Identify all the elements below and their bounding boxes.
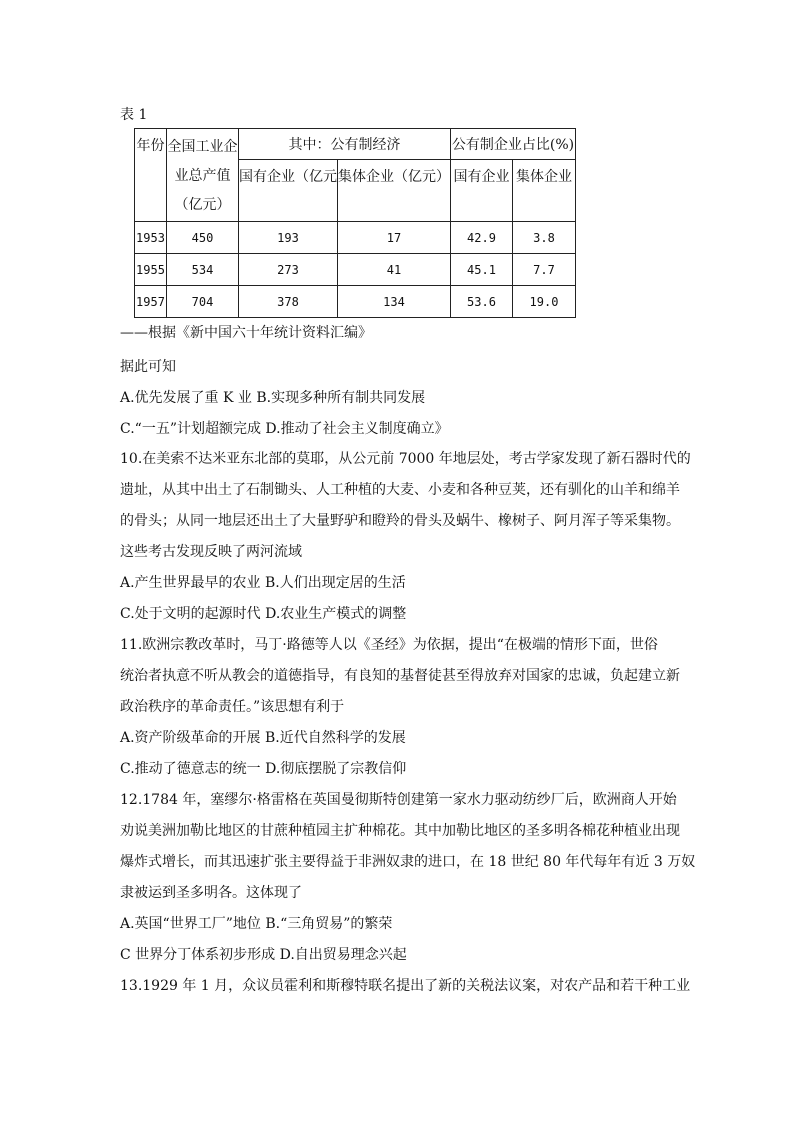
table-row <box>135 222 576 254</box>
cell-total: 704 <box>167 286 239 318</box>
cell-year: 1955 <box>135 254 167 286</box>
table-source-note: ——根据《新中国六十年统计资料汇编》 <box>120 325 372 341</box>
cell-total: 534 <box>167 254 239 286</box>
header-total-output <box>167 129 239 222</box>
cell-total: 450 <box>167 222 239 254</box>
header-state-share: 国有企业 <box>451 160 513 222</box>
q12-line: 12.1784 年，塞缪尔·格雷格在英国曼彻斯特创建第一家水力驱动纺纱厂后，欧洲商人开始 <box>120 792 677 808</box>
q11-stem <box>120 630 680 785</box>
q10-options-ab: A.产生世界最早的农业 B.人们出现定居的生活 <box>120 575 406 591</box>
q13-line: 13.1929 年 1 月，众议员霍利和斯穆特联名提出了新的关税法议案，对农产品和若干种工业 <box>120 978 691 994</box>
header-total-line2: 业总产值 <box>174 168 231 184</box>
cell-collective-pct: 7.7 <box>513 254 576 286</box>
cell-state: 378 <box>239 286 338 318</box>
header-collective-value: 集体企业（亿元） <box>338 160 451 222</box>
q10-options-cd: C.处于文明的起源时代 D.农业生产模式的调整 <box>120 606 407 622</box>
cell-state-pct: 42.9 <box>451 222 513 254</box>
q11-line: 统治者执意不听从教会的道德指导，有良知的基督徒甚至得放弃对国家的忠诚，负起建立新 <box>120 668 680 684</box>
q12-line: 劝说美洲加勒比地区的甘蔗种植园主扩种棉花。其中加勒比地区的圣多明各棉花种植业出现 <box>120 823 680 839</box>
statistics-table <box>134 128 576 318</box>
q11-options-cd: C.推动了德意志的统一 D.彻底摆脱了宗教信仰 <box>120 761 407 777</box>
q9-options-cd: C.“一五”计划超额完成 D.推动了社会主义制度确立》 <box>120 421 449 437</box>
q12-line: 隶被运到圣多明各。这体现了 <box>120 885 302 901</box>
cell-collective-pct: 19.0 <box>513 286 576 318</box>
q10-line: 的骨头；从同一地层还出土了大量野驴和瞪羚的骨头及蜗牛、橡树子、阿月浑子等采集物。 <box>120 513 680 529</box>
header-total-line1: 全国工业企 <box>167 139 238 155</box>
header-public-share: 公有制企业占比(%) <box>451 129 576 160</box>
q9-options-ab: A.优先发展了重 K 业 B.实现多种所有制共同发展 <box>120 390 426 406</box>
header-total-line3: （亿元） <box>174 197 231 213</box>
q11-line: 政治秩序的革命责任。”该思想有利于 <box>120 699 345 715</box>
q9-stem: 据此可知 <box>120 359 176 375</box>
q12-stem <box>120 785 696 971</box>
q10-line: 这些考古发现反映了两河流域 <box>120 544 302 560</box>
q11-options-ab: A.资产阶级革命的开展 B.近代自然科学的发展 <box>120 730 406 746</box>
table-caption: 表 1 <box>120 107 148 123</box>
q13-stem <box>120 971 691 1002</box>
cell-collective: 41 <box>338 254 451 286</box>
table-row <box>135 254 576 286</box>
q12-options-cd: C 世界分丁体系初步形成 D.自出贸易理念兴起 <box>120 947 407 963</box>
header-public-economy: 其中：公有制经济 <box>239 129 451 160</box>
cell-state: 193 <box>239 222 338 254</box>
header-year: 年份 <box>135 129 167 222</box>
q12-line: 爆炸式增长，而其迅速扩张主要得益于非洲奴隶的进口，在 18 世纪 80 年代每年有近 3 万奴 <box>120 854 696 870</box>
cell-collective: 17 <box>338 222 451 254</box>
q10-line: 10.在美索不达米亚东北部的莫耶，从公元前 7000 年地层处，考古学家发现了新石器时代的 <box>120 451 691 467</box>
cell-collective: 134 <box>338 286 451 318</box>
header-state-value: 国有企业（亿元 <box>239 160 338 222</box>
cell-state: 273 <box>239 254 338 286</box>
cell-state-pct: 53.6 <box>451 286 513 318</box>
table-row <box>135 286 576 318</box>
cell-state-pct: 45.1 <box>451 254 513 286</box>
q11-line: 11.欧洲宗教改革时，马丁·路德等人以《圣经》为依据，提出“在极端的情形下面，世俗 <box>120 637 658 653</box>
cell-year: 1957 <box>135 286 167 318</box>
cell-collective-pct: 3.8 <box>513 222 576 254</box>
header-collective-share: 集体企业 <box>513 160 576 222</box>
q10-line: 遗址，从其中出土了石制锄头、人工种植的大麦、小麦和各种豆荚，还有驯化的山羊和绵羊 <box>120 482 680 498</box>
cell-year: 1953 <box>135 222 167 254</box>
q12-options-ab: A.英国“世界工厂”地位 B.“三角贸易”的繁荣 <box>120 916 393 932</box>
q10-stem <box>120 444 691 630</box>
